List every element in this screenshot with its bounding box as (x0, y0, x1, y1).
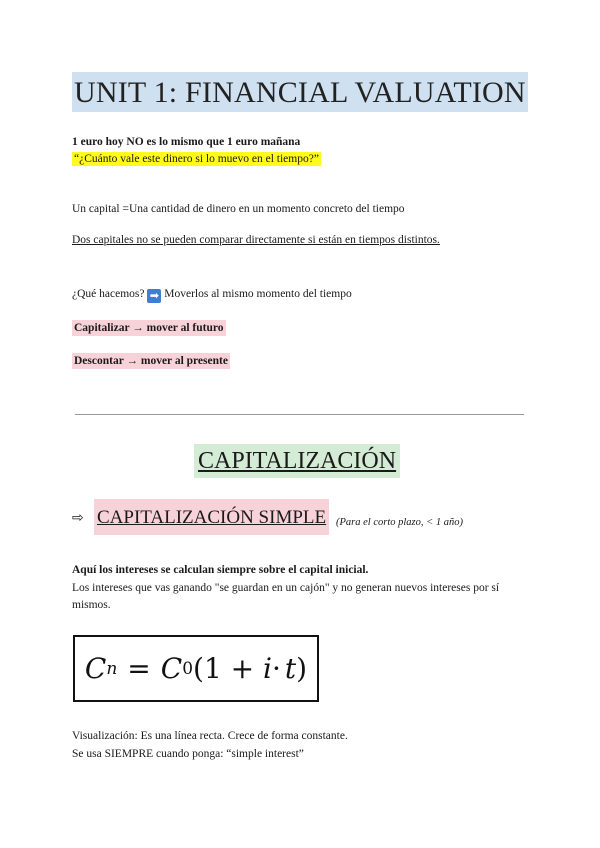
section-divider (75, 414, 524, 415)
capital-definition: Un capital =Una cantidad de dinero en un momento concreto del tiempo (72, 203, 405, 215)
formula-dot: · (271, 652, 281, 685)
formula-t: t (284, 652, 297, 685)
what-question: ¿Qué hacemos? (72, 288, 145, 300)
section-title: CAPITALIZACIÓN (194, 444, 400, 478)
what-line (72, 288, 352, 303)
simple-interest-formula (73, 635, 319, 702)
interest-body-line1: Los intereses que vas ganando "se guardan en un cajón" y no generan nuevos intereses por sí (72, 582, 500, 594)
right-arrow-emoji-icon: ➡ (147, 289, 161, 303)
formula-close: ) (296, 652, 308, 685)
compare-rule: Dos capitales no se pueden comparar directamente si están en tiempos distintos. (72, 234, 440, 246)
interest-bold-line: Aquí los intereses se calculan siempre sobre el capital inicial. (72, 564, 369, 576)
formula-lhs-sub: n (106, 658, 118, 679)
highlight-question: “¿Cuánto vale este dinero si lo muevo en el tiempo?” (74, 153, 319, 165)
page-title: UNIT 1: FINANCIAL VALUATION (72, 72, 528, 112)
formula-rhs: C (160, 652, 183, 685)
formula-lhs: C (84, 652, 107, 685)
subsection-note: (Para el corto plazo, < 1 año) (336, 517, 463, 528)
intro-bold-line: 1 euro hoy NO es lo mismo que 1 euro mañana (72, 136, 301, 148)
outline-right-arrow-icon: ⇨ (72, 510, 84, 526)
formula-i: i (263, 652, 272, 685)
capitalizar-line: Capitalizar → mover al futuro (74, 322, 224, 334)
visualization-line: Visualización: Es una línea recta. Crece de forma constante. (72, 730, 348, 742)
formula-rhs-sub: 0 (182, 658, 194, 679)
subsection-title: CAPITALIZACIÓN SIMPLE (94, 499, 329, 535)
formula-paren: (1 + (193, 652, 264, 685)
formula-equals: = (127, 652, 151, 685)
what-answer: Moverlos al mismo momento del tiempo (164, 288, 352, 300)
descontar-line: Descontar → mover al presente (74, 355, 228, 367)
usage-line: Se usa SIEMPRE cuando ponga: “simple interest” (72, 748, 304, 760)
interest-body-line2: mismos. (72, 599, 111, 611)
